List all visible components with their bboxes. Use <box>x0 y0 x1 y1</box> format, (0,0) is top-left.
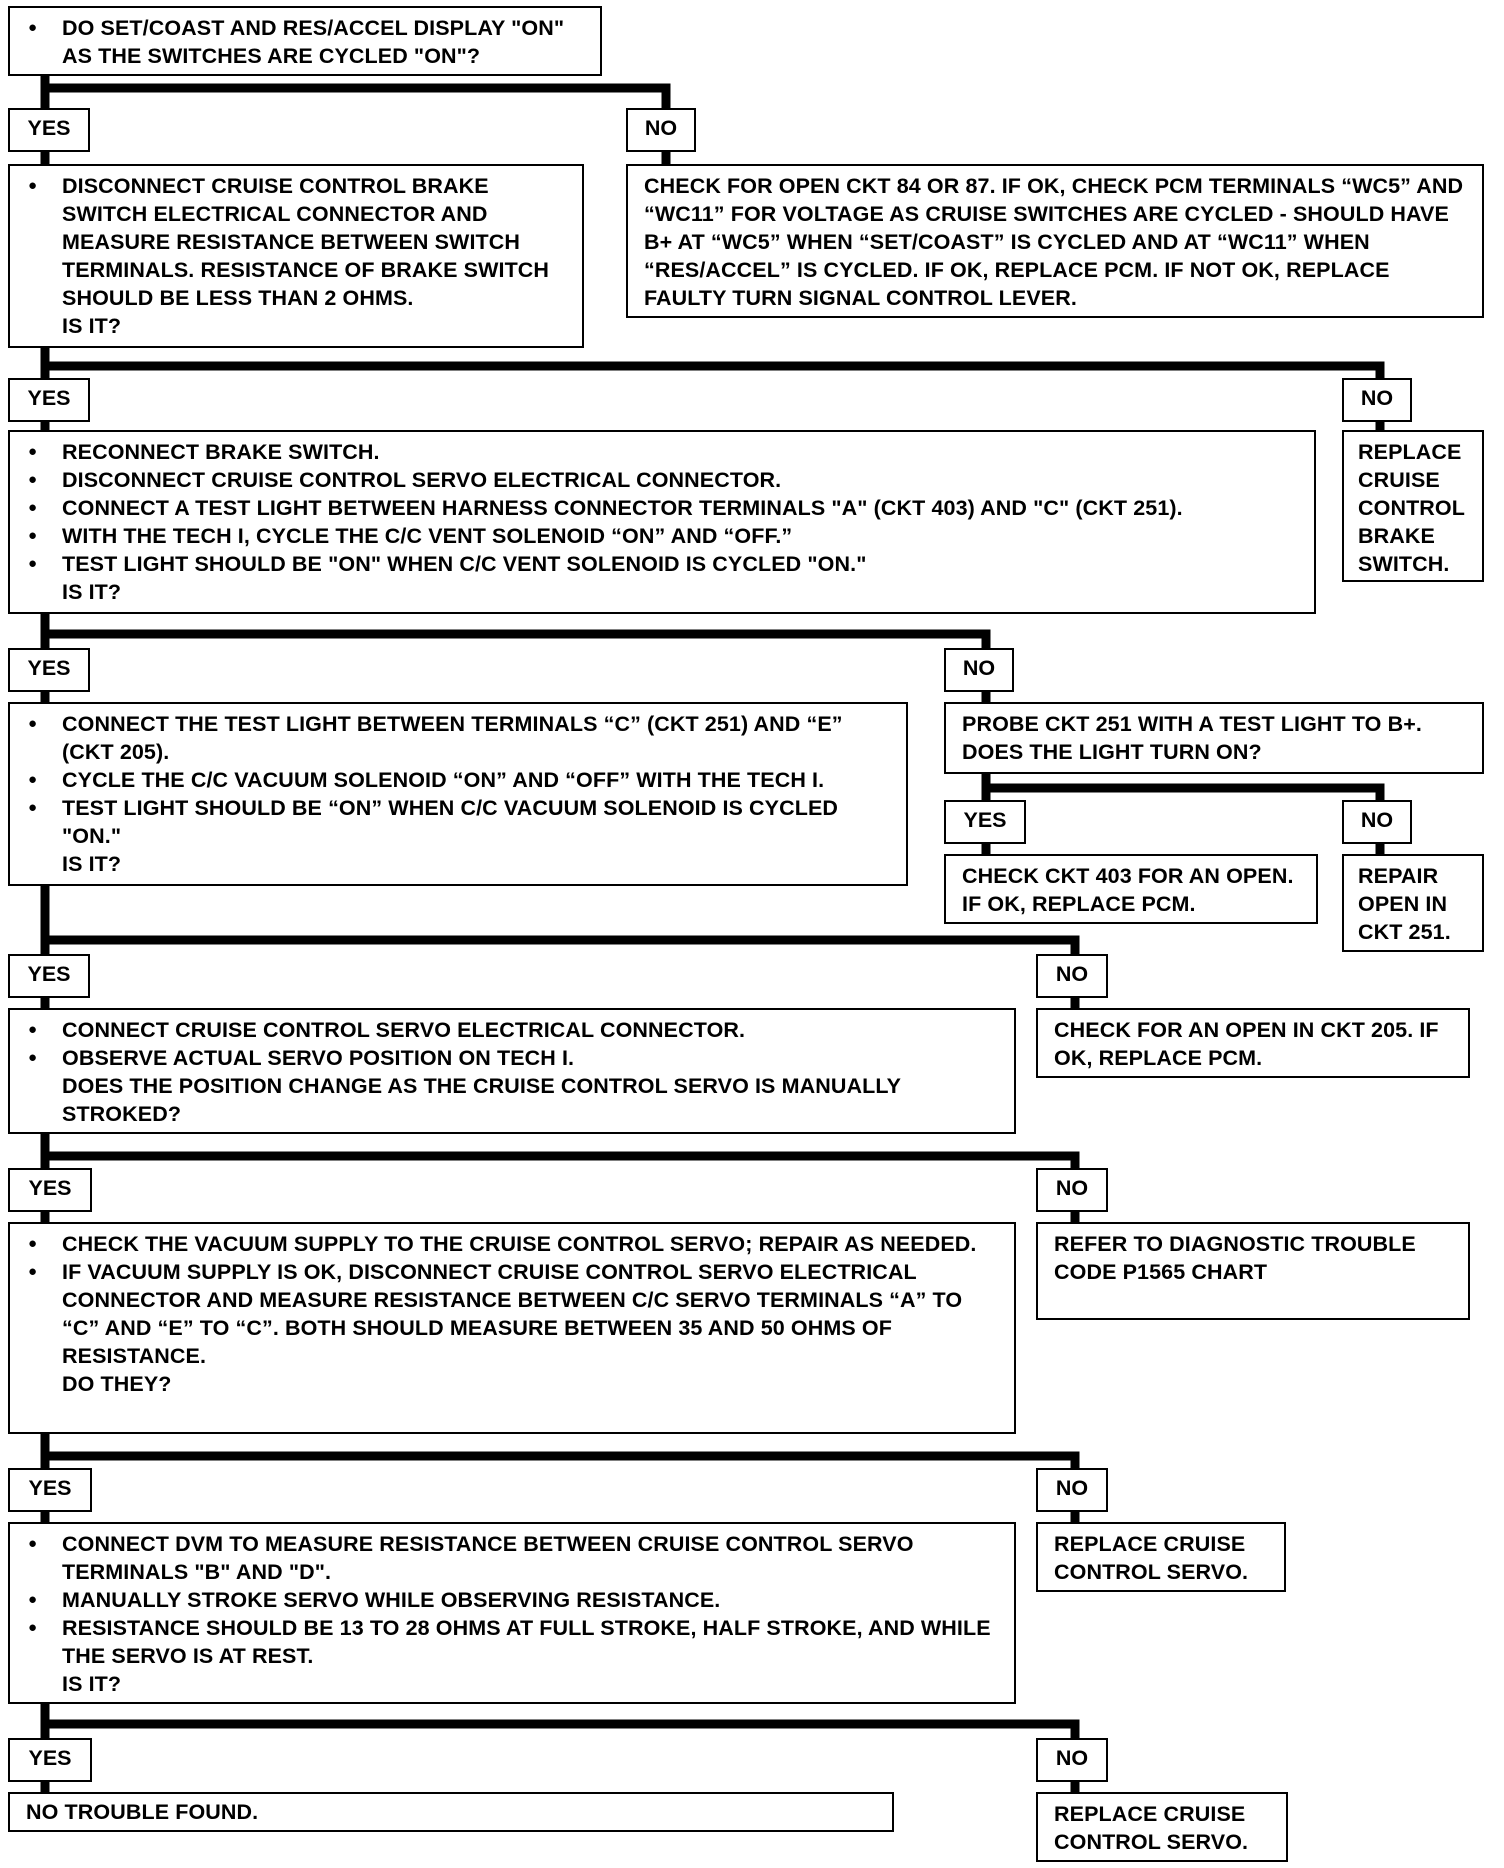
step4-question: IS IT? <box>62 852 122 876</box>
step5-bullet: ● CONNECT CRUISE CONTROL SERVO ELECTRICAL CONNECTOR. <box>26 1016 1004 1044</box>
step6-bullet: ● CHECK THE VACUUM SUPPLY TO THE CRUISE CONTROL SERVO; REPAIR AS NEEDED. <box>26 1230 1004 1258</box>
step2-check-box <box>8 164 584 348</box>
step7-no-action-box <box>1036 1522 1286 1592</box>
step2-bullet: ● DISCONNECT CRUISE CONTROL BRAKE SWITCH ELECTRICAL CONNECTOR AND MEASURE RESISTANCE BETWEEN SWITCH TERMINALS. RESISTANCE OF BRAKE SWITCH SHOULD BE LESS THAN 2 OHMS. <box>26 172 572 312</box>
step6-question: DO THEY? <box>62 1372 172 1396</box>
probe-yes-label: YES <box>944 800 1026 844</box>
final-no-action-box <box>1036 1792 1288 1862</box>
step7-no-action: REPLACE CRUISE CONTROL SERVO. <box>1054 1532 1249 1584</box>
step6-bullet: ● IF VACUUM SUPPLY IS OK, DISCONNECT CRUISE CONTROL SERVO ELECTRICAL CONNECTOR AND MEASURE RESISTANCE BETWEEN C/C SERVO TERMINALS “A” TO “C” AND “E” TO “C”. BOTH SHOULD MEASURE BETWEEN 35 AND 50 OHMS OF RESISTANCE. <box>26 1258 1004 1370</box>
step3-bullet: ● WITH THE TECH I, CYCLE THE C/C VENT SOLENOID “ON” AND “OFF.” <box>26 522 1304 550</box>
probe-no-action: REPAIR OPEN IN CKT 251. <box>1358 864 1451 944</box>
step3-no-action: REPLACE CRUISE CONTROL BRAKE SWITCH. <box>1358 440 1465 576</box>
probe-yes-action-box <box>944 854 1318 924</box>
step2-no-action: CHECK FOR OPEN CKT 84 OR 87. IF OK, CHECK PCM TERMINALS “WC5” AND “WC11” FOR VOLTAGE AS CRUISE SWITCHES ARE CYCLED - SHOULD HAVE B+ AT “WC5” WHEN “SET/COAST” IS CYCLED AND AT “WC11” WHEN “RES/ACCEL” IS CYCLED. IF OK, REPLACE PCM. IF NOT OK, REPLACE FAULTY TURN SIGNAL CONTROL LEVER. <box>644 174 1464 310</box>
step6-no-label: NO <box>1036 1468 1108 1512</box>
step4-check-box <box>8 702 908 886</box>
step5-bullet: ● OBSERVE ACTUAL SERVO POSITION ON TECH I. <box>26 1044 1004 1072</box>
step7-bullet: ● RESISTANCE SHOULD BE 13 TO 28 OHMS AT FULL STROKE, HALF STROKE, AND WHILE THE SERVO IS AT REST. <box>26 1614 1004 1670</box>
step4-bullet: ● TEST LIGHT SHOULD BE “ON” WHEN C/C VACUUM SOLENOID IS CYCLED "ON." <box>26 794 896 850</box>
step1-question-box <box>8 6 602 76</box>
step5-check-box <box>8 1008 1016 1134</box>
step1-yes-label: YES <box>8 108 90 152</box>
final-yes-action-box <box>8 1792 894 1832</box>
step5-no-action-box <box>1036 1008 1470 1078</box>
step3-yes-label: YES <box>8 648 90 692</box>
step7-yes-label: YES <box>8 1738 92 1782</box>
step3-bullet: ● CONNECT A TEST LIGHT BETWEEN HARNESS CONNECTOR TERMINALS "A" (CKT 403) AND "C" (CKT 251). <box>26 494 1304 522</box>
step6-no-action: REFER TO DIAGNOSTIC TROUBLE CODE P1565 CHART <box>1054 1232 1416 1284</box>
step5-no-action: CHECK FOR AN OPEN IN CKT 205. IF OK, REPLACE PCM. <box>1054 1018 1439 1070</box>
step2-yes-label: YES <box>8 378 90 422</box>
final-no-action: REPLACE CRUISE CONTROL SERVO. <box>1054 1802 1249 1854</box>
step5-no-label: NO <box>1036 1168 1108 1212</box>
step6-check-box <box>8 1222 1016 1434</box>
final-yes-action: NO TROUBLE FOUND. <box>26 1800 259 1824</box>
step3-bullet: ● RECONNECT BRAKE SWITCH. <box>26 438 1304 466</box>
step4-no-label: NO <box>1036 954 1108 998</box>
step5-question: DOES THE POSITION CHANGE AS THE CRUISE CONTROL SERVO IS MANUALLY STROKED? <box>62 1074 901 1126</box>
step2-no-action-box <box>626 164 1484 318</box>
step7-check-box <box>8 1522 1016 1704</box>
step2-no-label: NO <box>1342 378 1412 422</box>
probe-no-label: NO <box>1342 800 1412 844</box>
step3-no-label: NO <box>944 648 1014 692</box>
step7-no-label: NO <box>1036 1738 1108 1782</box>
step3-bullet: ● DISCONNECT CRUISE CONTROL SERVO ELECTRICAL CONNECTOR. <box>26 466 1304 494</box>
probe-no-action-box <box>1342 854 1484 952</box>
step4-probe-box <box>944 702 1484 774</box>
step6-no-action-box <box>1036 1222 1470 1320</box>
step3-check-box <box>8 430 1316 614</box>
step1-no-label: NO <box>626 108 696 152</box>
step1-question: ● DO SET/COAST AND RES/ACCEL DISPLAY "ON" AS THE SWITCHES ARE CYCLED "ON"? <box>26 14 590 70</box>
step4-probe-question: PROBE CKT 251 WITH A TEST LIGHT TO B+. DOES THE LIGHT TURN ON? <box>962 712 1422 764</box>
step3-no-action-box <box>1342 430 1484 582</box>
step7-bullet: ● CONNECT DVM TO MEASURE RESISTANCE BETWEEN CRUISE CONTROL SERVO TERMINALS "B" AND "D". <box>26 1530 1004 1586</box>
step4-bullet: ● CYCLE THE C/C VACUUM SOLENOID “ON” AND “OFF” WITH THE TECH I. <box>26 766 896 794</box>
step7-bullet: ● MANUALLY STROKE SERVO WHILE OBSERVING RESISTANCE. <box>26 1586 1004 1614</box>
step4-yes-label: YES <box>8 954 90 998</box>
step3-question: IS IT? <box>62 580 122 604</box>
probe-yes-action: CHECK CKT 403 FOR AN OPEN. IF OK, REPLACE PCM. <box>962 864 1294 916</box>
step3-bullet: ● TEST LIGHT SHOULD BE "ON" WHEN C/C VENT SOLENOID IS CYCLED "ON." <box>26 550 1304 578</box>
step5-yes-label: YES <box>8 1168 92 1212</box>
step7-question: IS IT? <box>62 1672 122 1696</box>
step4-bullet: ● CONNECT THE TEST LIGHT BETWEEN TERMINALS “C” (CKT 251) AND “E” (CKT 205). <box>26 710 896 766</box>
step6-yes-label: YES <box>8 1468 92 1512</box>
step2-question: IS IT? <box>62 314 122 338</box>
